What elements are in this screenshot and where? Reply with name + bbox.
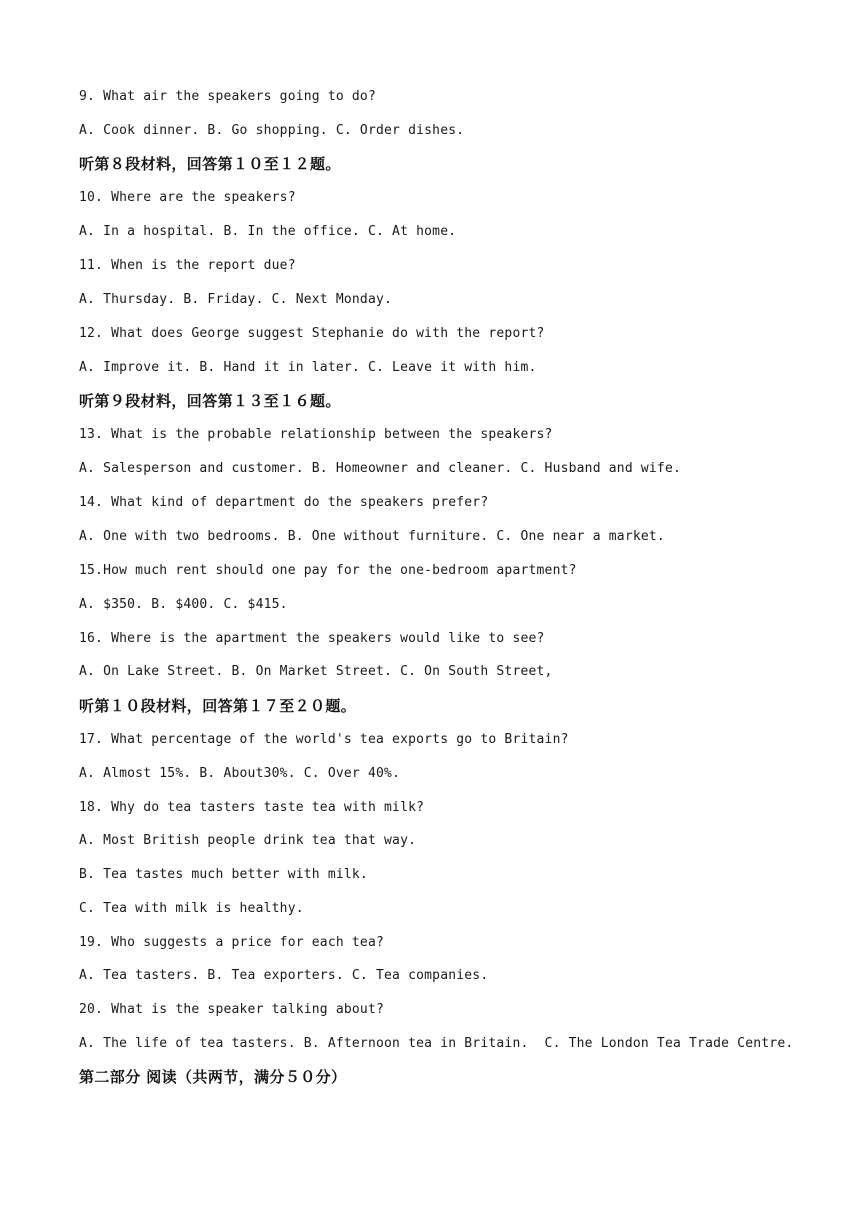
answer-option-18c: C. Tea with milk is healthy. [79, 901, 304, 916]
answer-options-11: A. Thursday. B. Friday. C. Next Monday. [79, 292, 393, 307]
question-15: 15.How much rent should one pay for the one-bedroom apartment? [79, 563, 577, 578]
answer-options-12: A. Improve it. B. Hand it in later. C. Leave it with him. [79, 360, 537, 375]
section-heading-passage-8: 听第８段材料，回答第１０至１２题。 [79, 155, 341, 173]
answer-options-15: A. $350. B. $400. C. $415. [79, 597, 288, 612]
question-11: 11. When is the report due? [79, 258, 296, 273]
question-10: 10. Where are the speakers? [79, 190, 296, 205]
question-16: 16. Where is the apartment the speakers would like to see? [79, 631, 545, 646]
answer-options-19: A. Tea tasters. B. Tea exporters. C. Tea companies. [79, 968, 489, 983]
answer-options-9: A. Cook dinner. B. Go shopping. C. Order dishes. [79, 123, 465, 138]
answer-options-20: A. The life of tea tasters. B. Afternoon tea in Britain. C. The London Tea Trade Centre. [79, 1036, 794, 1051]
answer-options-16: A. On Lake Street. B. On Market Street. C. On South Street, [79, 664, 553, 679]
answer-options-14: A. One with two bedrooms. B. One without furniture. C. One near a market. [79, 529, 665, 544]
part-two-heading: 第二部分 阅读（共两节，满分５０分） [79, 1068, 347, 1086]
question-9: 9. What air the speakers going to do? [79, 89, 376, 104]
answer-options-17: A. Almost 15%. B. About30%. C. Over 40%. [79, 766, 401, 781]
section-heading-passage-10: 听第１０段材料，回答第１７至２０题。 [79, 697, 357, 715]
question-18: 18. Why do tea tasters taste tea with milk? [79, 800, 425, 815]
answer-option-18b: B. Tea tastes much better with milk. [79, 867, 368, 882]
section-heading-passage-9: 听第９段材料，回答第１３至１６题。 [79, 392, 341, 410]
question-17: 17. What percentage of the world's tea exports go to Britain? [79, 732, 569, 747]
question-13: 13. What is the probable relationship between the speakers? [79, 427, 553, 442]
question-12: 12. What does George suggest Stephanie do with the report? [79, 326, 545, 341]
answer-options-10: A. In a hospital. B. In the office. C. At home. [79, 224, 457, 239]
question-19: 19. Who suggests a price for each tea? [79, 935, 385, 950]
question-20: 20. What is the speaker talking about? [79, 1002, 385, 1017]
question-14: 14. What kind of department do the speakers prefer? [79, 495, 489, 510]
answer-options-13: A. Salesperson and customer. B. Homeowner and cleaner. C. Husband and wife. [79, 461, 681, 476]
answer-option-18a: A. Most British people drink tea that way. [79, 833, 417, 848]
